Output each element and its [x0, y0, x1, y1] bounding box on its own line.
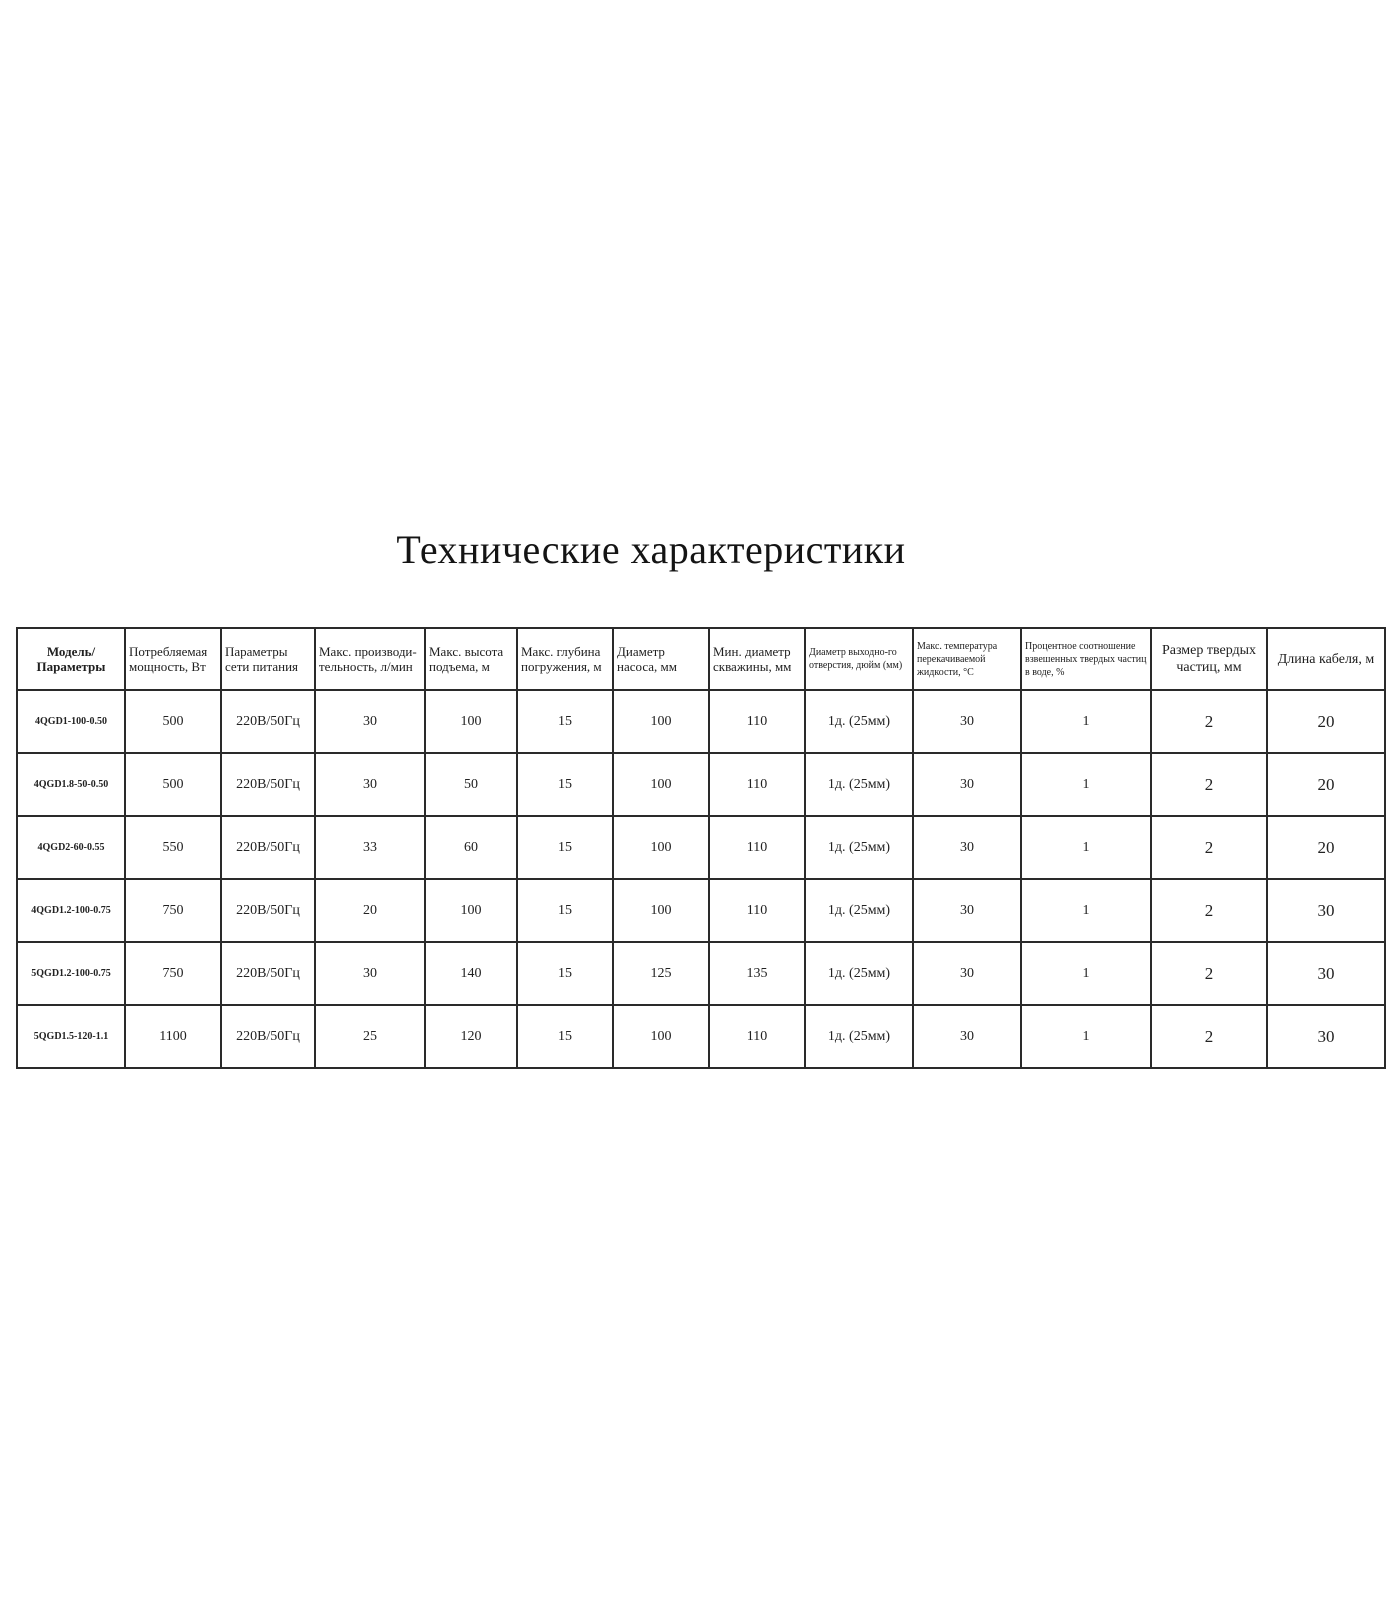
- table-row: [17, 816, 1385, 879]
- table-cell: 20: [1267, 753, 1385, 816]
- table-cell: 550: [125, 816, 221, 879]
- table-cell: 50: [425, 753, 517, 816]
- table-cell: 60: [425, 816, 517, 879]
- table-cell: 20: [315, 879, 425, 942]
- table-cell: 2: [1151, 753, 1267, 816]
- table-cell: 15: [517, 942, 613, 1005]
- table-cell: 15: [517, 1005, 613, 1068]
- table-cell: 20: [1267, 816, 1385, 879]
- table-cell: 30: [1267, 942, 1385, 1005]
- table-cell: 1д. (25мм): [805, 1005, 913, 1068]
- table-cell: 30: [315, 942, 425, 1005]
- table-cell: 2: [1151, 816, 1267, 879]
- model-cell: 5QGD1.5-120-1.1: [17, 1005, 125, 1068]
- table-cell: 1: [1021, 753, 1151, 816]
- table-cell: 125: [613, 942, 709, 1005]
- model-cell: 4QGD2-60-0.55: [17, 816, 125, 879]
- table-cell: 2: [1151, 690, 1267, 753]
- table-cell: 1д. (25мм): [805, 753, 913, 816]
- table-cell: 15: [517, 690, 613, 753]
- table-cell: 30: [913, 753, 1021, 816]
- table-cell: 30: [1267, 1005, 1385, 1068]
- table-cell: 2: [1151, 942, 1267, 1005]
- table-cell: 500: [125, 753, 221, 816]
- table-cell: 1100: [125, 1005, 221, 1068]
- table-cell: 220В/50Гц: [221, 879, 315, 942]
- table-row: [17, 690, 1385, 753]
- table-cell: 30: [913, 690, 1021, 753]
- table-cell: 220В/50Гц: [221, 816, 315, 879]
- column-header: Макс. глубина погружения, м: [517, 628, 613, 690]
- table-cell: 30: [913, 942, 1021, 1005]
- table-cell: 110: [709, 753, 805, 816]
- column-header: Мин. диаметр скважины, мм: [709, 628, 805, 690]
- table-cell: 100: [613, 879, 709, 942]
- table-cell: 750: [125, 879, 221, 942]
- table-cell: 1: [1021, 690, 1151, 753]
- table-row: [17, 753, 1385, 816]
- table-cell: 1д. (25мм): [805, 690, 913, 753]
- table-cell: 2: [1151, 1005, 1267, 1068]
- table-cell: 15: [517, 879, 613, 942]
- table-cell: 220В/50Гц: [221, 690, 315, 753]
- header-row: [17, 628, 1385, 690]
- table-row: [17, 942, 1385, 1005]
- table-cell: 15: [517, 753, 613, 816]
- table-cell: 33: [315, 816, 425, 879]
- column-header: Диаметр насоса, мм: [613, 628, 709, 690]
- table-cell: 100: [613, 690, 709, 753]
- table-cell: 1: [1021, 1005, 1151, 1068]
- table-cell: 110: [709, 816, 805, 879]
- table-cell: 30: [913, 1005, 1021, 1068]
- table-cell: 100: [425, 879, 517, 942]
- column-header: Размер твердых частиц, мм: [1151, 628, 1267, 690]
- table-cell: 100: [613, 816, 709, 879]
- table-cell: 1д. (25мм): [805, 816, 913, 879]
- table-cell: 135: [709, 942, 805, 1005]
- table-cell: 110: [709, 1005, 805, 1068]
- table-cell: 100: [613, 1005, 709, 1068]
- column-header: Параметры сети питания: [221, 628, 315, 690]
- column-header: Процентное соотношение взвешенных твердых частиц в воде, %: [1021, 628, 1151, 690]
- table-cell: 120: [425, 1005, 517, 1068]
- table-cell: 2: [1151, 879, 1267, 942]
- column-header: Потребляемая мощность, Вт: [125, 628, 221, 690]
- table-cell: 220В/50Гц: [221, 753, 315, 816]
- model-cell: 4QGD1-100-0.50: [17, 690, 125, 753]
- model-cell: 5QGD1.2-100-0.75: [17, 942, 125, 1005]
- table-cell: 25: [315, 1005, 425, 1068]
- table-cell: 1: [1021, 879, 1151, 942]
- column-header: Длина кабеля, м: [1267, 628, 1385, 690]
- table-cell: 30: [913, 879, 1021, 942]
- table-cell: 100: [425, 690, 517, 753]
- table-cell: 500: [125, 690, 221, 753]
- table-cell: 1: [1021, 816, 1151, 879]
- table-cell: 30: [1267, 879, 1385, 942]
- table-cell: 220В/50Гц: [221, 1005, 315, 1068]
- table-row: [17, 1005, 1385, 1068]
- table-cell: 1: [1021, 942, 1151, 1005]
- table-cell: 1д. (25мм): [805, 879, 913, 942]
- model-cell: 4QGD1.8-50-0.50: [17, 753, 125, 816]
- table-cell: 30: [315, 753, 425, 816]
- table-row: [17, 879, 1385, 942]
- model-cell: 4QGD1.2-100-0.75: [17, 879, 125, 942]
- table-cell: 110: [709, 690, 805, 753]
- page-title: Технические характеристики: [396, 527, 906, 572]
- column-header: Диаметр выходно-го отверстия, дюйм (мм): [805, 628, 913, 690]
- column-header: Макс. высота подъема, м: [425, 628, 517, 690]
- table-cell: 15: [517, 816, 613, 879]
- table-cell: 30: [315, 690, 425, 753]
- spec-table: [16, 627, 1386, 1069]
- table-cell: 140: [425, 942, 517, 1005]
- table-cell: 1д. (25мм): [805, 942, 913, 1005]
- column-header: Макс. температура перекачиваемой жидкости, °С: [913, 628, 1021, 690]
- table-cell: 20: [1267, 690, 1385, 753]
- column-header: Макс. производи-тельность, л/мин: [315, 628, 425, 690]
- table-cell: 30: [913, 816, 1021, 879]
- table-cell: 750: [125, 942, 221, 1005]
- table-cell: 110: [709, 879, 805, 942]
- table-cell: 100: [613, 753, 709, 816]
- column-header: Модель/ Параметры: [17, 628, 125, 690]
- table-cell: 220В/50Гц: [221, 942, 315, 1005]
